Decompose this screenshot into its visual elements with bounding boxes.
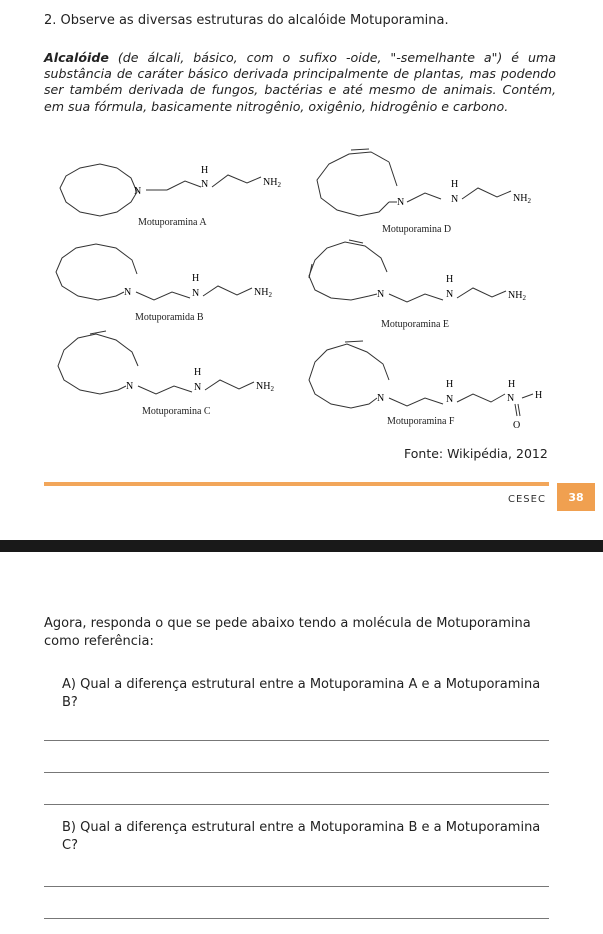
intro-term: Alcalóide (44, 50, 109, 65)
atom-nh2: $NH_2$ (256, 381, 274, 393)
molecule-f (305, 334, 565, 434)
atom-n: N (507, 393, 515, 404)
molecule-d (311, 146, 561, 238)
molecule-b (52, 240, 292, 328)
atom-o: O (513, 420, 521, 431)
molecule-a-caption: Motuporamina A (138, 217, 207, 228)
intro-paragraph (44, 50, 556, 115)
molecule-d-caption: Motuporamina D (382, 224, 452, 235)
atom-n: N (194, 382, 202, 393)
atom-h: H (446, 379, 454, 390)
atom-n: N (201, 179, 209, 190)
answer-line-a2[interactable] (44, 772, 549, 773)
footer-code: CESEC (508, 494, 546, 505)
atom-h: H (192, 273, 200, 284)
molecule-a (55, 160, 295, 232)
atom-n: N (192, 288, 200, 299)
atom-n: N (397, 197, 405, 208)
question-b: B) Qual a diferença estrutural entre a Motuporamina B e a Motuporamina C? (62, 820, 541, 853)
atom-n: N (446, 394, 454, 405)
atom-h: H (194, 367, 202, 378)
atom-nh2: $NH_2$ (254, 287, 272, 299)
molecule-e-structure (305, 236, 560, 332)
atom-n: N (377, 289, 385, 300)
footer-divider (44, 482, 549, 486)
atom-n: N (124, 287, 132, 298)
atom-n: N (134, 186, 142, 197)
atom-n: N (451, 194, 459, 205)
answer-line-b2[interactable] (44, 918, 549, 919)
atom-h: H (451, 179, 459, 190)
atom-nh2: $NH_2$ (513, 193, 531, 205)
atom-h: H (535, 390, 543, 401)
page-break-bar (0, 540, 603, 552)
source-citation: Fonte: Wikipédia, 2012 (404, 446, 548, 461)
molecule-b-caption: Motuporamida B (135, 312, 204, 323)
atom-n: N (377, 393, 385, 404)
question-a: A) Qual a diferença estrutural entre a Motuporamina A e a Motuporamina B? (62, 677, 541, 710)
intro-text: (de álcali, básico, com o sufixo -oide, "-semelhante a") é uma substância de caráter básico derivada principalmente de plantas, mas podendo ser também derivada de fungos, bactérias e até mesmo de animais. Contém, em sua fórmula, basicamente nitrogênio, oxigênio, hidrogênio e carbono. (44, 50, 556, 114)
page-number: 38 (557, 483, 595, 511)
atom-h: H (446, 274, 454, 285)
atom-n: N (446, 289, 454, 300)
followup-instruction: Agora, responda o que se pede abaixo tendo a molécula de Motuporamina como referência: (44, 616, 531, 649)
atom-h: H (201, 165, 209, 176)
molecule-f-caption: Motuporamina F (387, 416, 455, 427)
molecule-c (54, 326, 294, 422)
molecule-e-caption: Motuporamina E (381, 319, 450, 330)
atom-n: N (126, 381, 134, 392)
atom-nh2: $NH_2$ (508, 290, 526, 302)
answer-line-a3[interactable] (44, 804, 549, 805)
question-title: 2. Observe as diversas estruturas do alcalóide Motuporamina. (44, 13, 449, 28)
answer-line-a1[interactable] (44, 740, 549, 741)
molecule-c-caption: Motuporamina C (142, 406, 211, 417)
atom-nh2: $NH_2$ (263, 177, 281, 189)
molecule-e (305, 236, 560, 332)
atom-h: H (508, 379, 516, 390)
answer-line-b1[interactable] (44, 886, 549, 887)
